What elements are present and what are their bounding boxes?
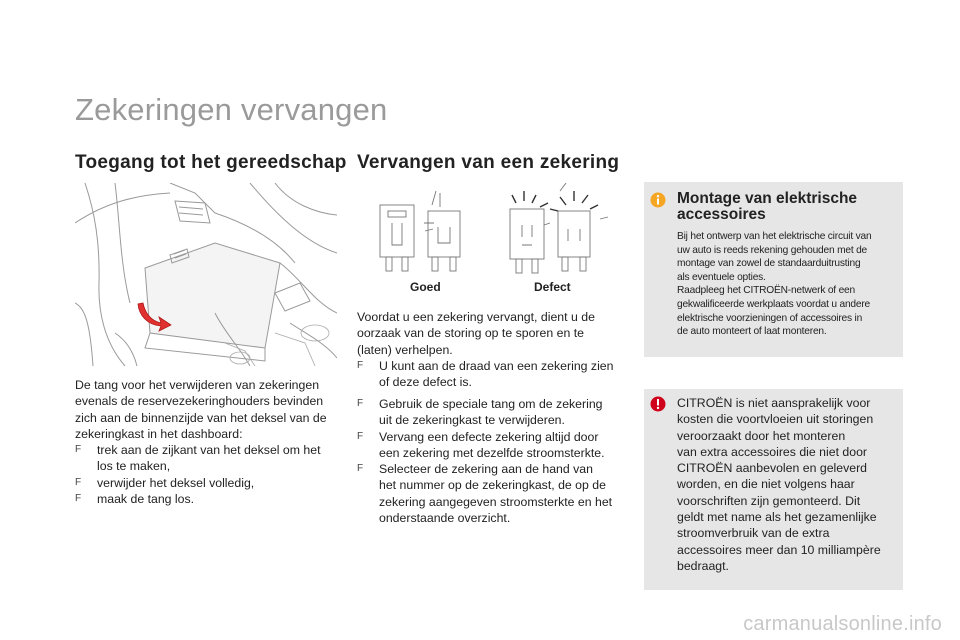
bullet-icon: F — [357, 463, 364, 475]
fuse-defect-icon — [510, 209, 590, 273]
bullet-icon: F — [357, 398, 364, 409]
list-item: F U kunt aan de draad van een zekering zien of deze defect is. — [357, 359, 614, 390]
info-box-text: Bij het ontwerp van het elektrische circuit van uw auto is reeds rekening gehouden met de montage van zowel de standaarduitrusting als eventuele opties. Raadpleeg het CITROËN-netwerk of een gekwalificeerde werkplaats voordat u andere elektrische voorzieningen of accessoires in de auto monteert of laat monteren. — [677, 231, 872, 338]
tool-access-intro: De tang voor het verwijderen van zekeringen evenals de reservezekeringhouders bevinden zich aan de binnenzijde van het deksel van de zekeringkast in het dashboard: — [75, 378, 327, 441]
replace-fuse-steps — [357, 396, 622, 526]
spark-icon — [512, 191, 598, 211]
bullet-icon: F — [75, 492, 82, 504]
bullet-icon: F — [357, 360, 364, 371]
heading-replace-fuse: Vervangen van een zekering — [357, 152, 620, 173]
list-item: F Vervang een defecte zekering altijd door een zekering met dezelfde stroomsterkte. — [357, 429, 605, 460]
dashboard-illustration — [75, 183, 337, 366]
list-item: F Gebruik de speciale tang om de zekering uit de zekeringkast te verwijderen. — [357, 397, 603, 428]
replace-fuse-step1 — [357, 358, 622, 391]
list-item: F trek aan de zijkant van het deksel om het los te maken, — [75, 443, 321, 474]
bullet-icon: F — [75, 444, 82, 455]
label-defect: Defect — [534, 280, 571, 294]
bullet-icon: F — [75, 476, 82, 488]
list-item: F Selecteer de zekering aan de hand van het nummer op de zekeringkast, de op de zekering aangegeven stroomsterkte en het onderstaande overzicht. — [357, 462, 613, 526]
label-good: Goed — [410, 280, 441, 294]
page-title: Zekeringen vervangen — [75, 92, 388, 127]
fuse-good-icon — [380, 191, 460, 271]
bullet-icon: F — [357, 430, 364, 442]
list-item: F maak de tang los. — [75, 491, 195, 506]
watermark: carmanualsonline.info — [743, 613, 942, 635]
info-box-title: Montage van elektrische accessoires — [677, 190, 858, 223]
warning-box-text: CITROËN is niet aansprakelijk voor kosten die voortvloeien uit storingen veroorzaakt door het monteren van extra accessoires die niet door CITROËN aanbevolen en geleverd worden, en die niet volgens haar voorschriften zijn gemonteerd. Dit geldt met name als het gezamenlijke stroomverbruik van de extra accessoires meer dan 10 milliampère bedraagt. — [677, 396, 881, 573]
heading-tool-access: Toegang tot het gereedschap — [75, 152, 347, 173]
replace-fuse-intro: Voordat u een zekering vervangt, dient u de oorzaak van de storing op te sporen en te (laten) verhelpen. — [357, 310, 595, 357]
list-item: F verwijder het deksel volledig, — [75, 475, 255, 490]
info-icon — [650, 192, 666, 208]
fuse-illustration — [370, 183, 610, 278]
tool-access-steps — [75, 442, 337, 507]
warning-icon — [650, 396, 666, 412]
